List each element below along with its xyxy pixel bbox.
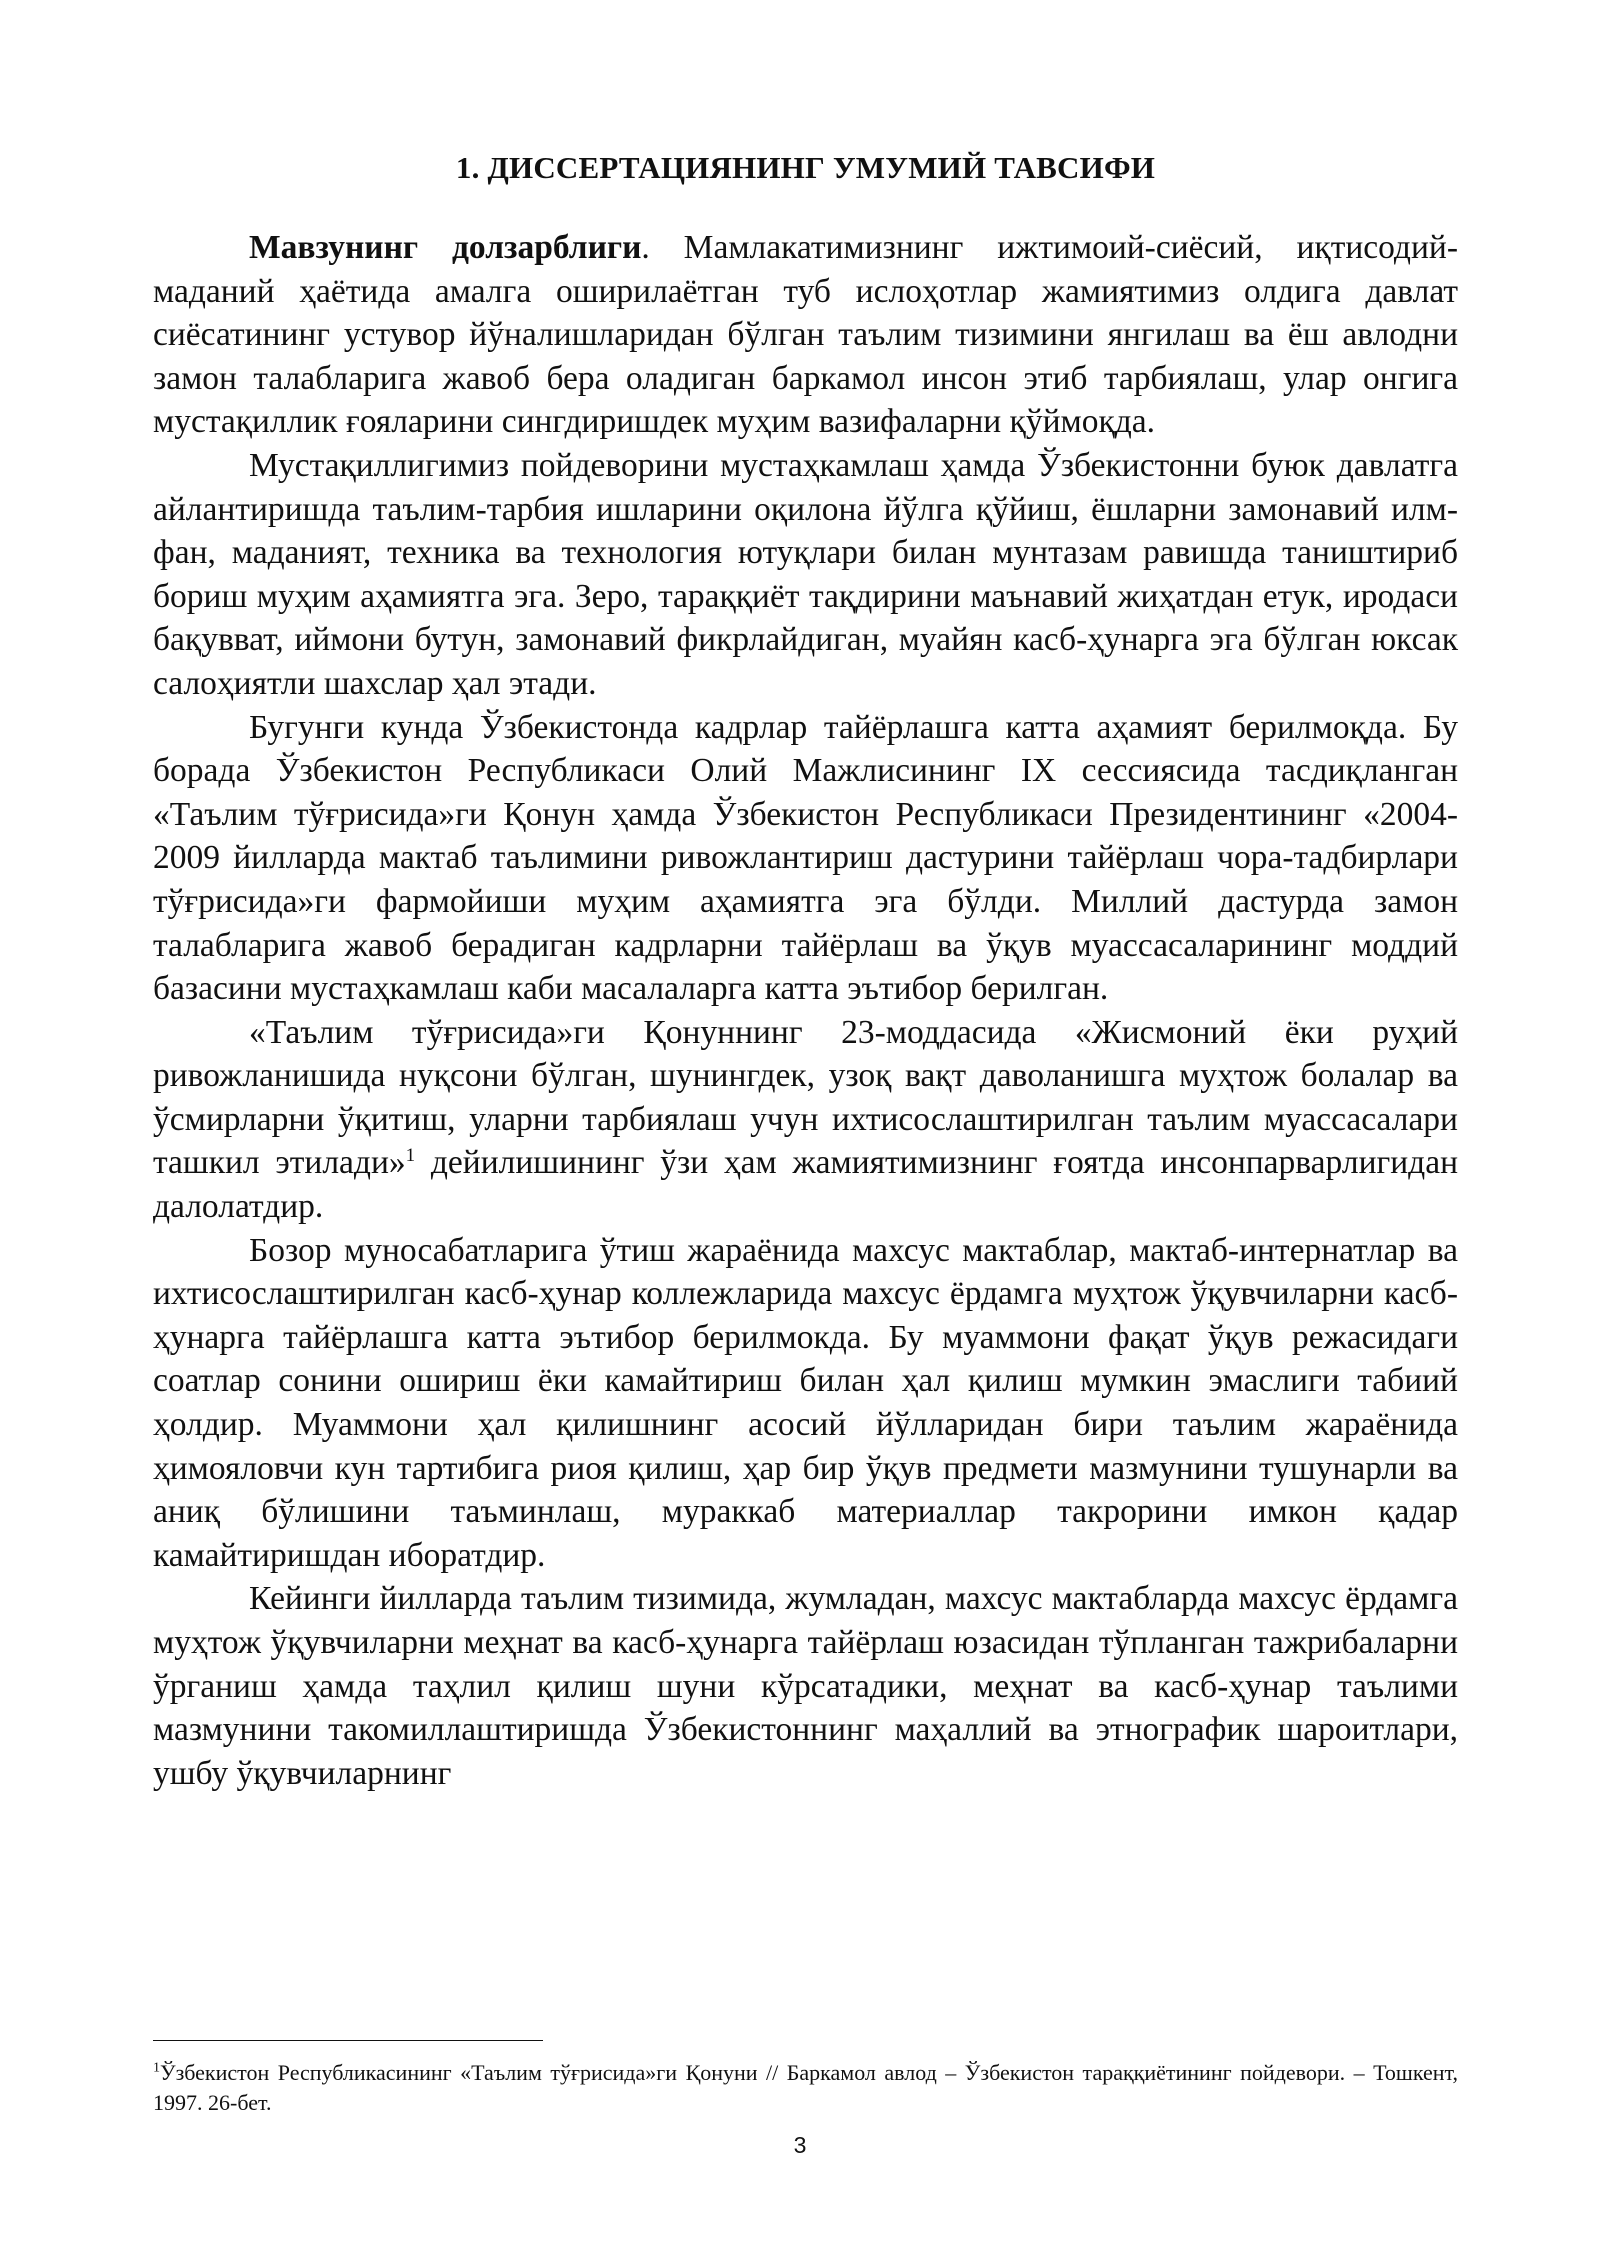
footnote-separator (153, 2040, 543, 2041)
paragraph: Кейинги йилларда таълим тизимида, жумладан, махсус мактабларда махсус ёрдамга муҳтож ўқувчиларни меҳнат ва касб-ҳунарга тайёрлаш юзасидан тўпланган тажрибаларни ўрганиш ҳамда таҳлил қилиш шуни кўрсатадики, меҳнат ва касб-ҳунар таълими мазмунини такомиллаштиришда Ўзбекистоннинг маҳаллий ва этнографик шароитлари, ушбу ўқувчиларнинг (153, 1580, 1458, 1792)
relevance-heading: Мавзунинг долзарблиги (249, 229, 642, 266)
footnote-marker: 1 (153, 2060, 160, 2076)
footnote (153, 2058, 1458, 2118)
paragraph-text: «Таълим тўғрисида»ги Қонуннинг 23-моддасида «Жисмоний ёки руҳий ривожланишида нуқсони бўлган, шунингдек, узоқ вақт даволанишга муҳтож болалар ва ўсмирларни ўқитиш, уларни тарбиялаш учун ихтисослаштирилган таълим муассасалари ташкил этилади» (153, 1013, 1458, 1182)
section-title: 1. ДИССЕРТАЦИЯНИНГ УМУМИЙ ТАВСИФИ (455, 150, 1156, 185)
paragraph-with-footnote (153, 1011, 1458, 1229)
paragraph-text: . Мамлакатимизнинг ижтимоий-сиёсий, иқтисодий-маданий ҳаётида амалга оширилаётган туб ислоҳотлар жамиятимиз олдига давлат сиёсатининг устувор йўналишларидан бўлган таълим тизимини янгилаш ва ёш авлодни замон талабларига жавоб бера оладиган баркамол инсон этиб тарбиялаш, улар онгига мустақиллик ғояларини сингдиришдек муҳим вазифаларни қўймоқда. (153, 229, 1458, 441)
document-page (153, 150, 1458, 1795)
footnote-text: Ўзбекистон Республикасининг «Таълим тўғрисида»ги Қонуни // Баркамол авлод – Ўзбекистон тараққиётининг пойдевори. – Тошкент, 1997. 26-бет. (153, 2060, 1458, 2115)
page-number: 3 (793, 2132, 807, 2158)
paragraph: Мустақиллигимиз пойдеворини мустаҳкамлаш ҳамда Ўзбекистонни буюк давлатга айлантиришда таълим-тарбия ишларини оқилона йўлга қўйиш, ёшларни замонавий илм-фан, маданият, техника ва технология ютуқлари билан мунтазам равишда таништириб бориш муҳим аҳамиятга эга. Зеро, тараққиёт тақдирини маънавий жиҳатдан етук, иродаси бақувват, иймони бутун, замонавий фикрлайдиган, муайян касб-ҳунарга эга бўлган юксак салоҳиятли шахслар ҳал этади. (153, 446, 1458, 702)
footnote-reference[interactable]: 1 (405, 1145, 416, 1167)
paragraph-text: дейилишининг ўзи ҳам жамиятимизнинг ғоятда инсонпарварлигидан далолатдир. (153, 1144, 1459, 1226)
paragraph: Бугунги кунда Ўзбекистонда кадрлар тайёрлашга катта аҳамият берилмоқда. Бу борада Ўзбекистон Республикаси Олий Мажлисининг IX сессиясида тасдиқланган «Таълим тўғрисида»ги Қонун ҳамда Ўзбекистон Республикаси Президентининг «2004-2009 йилларда мактаб таълимини ривожлантириш дастурини тайёрлаш чора-тадбирлари тўғрисида»ги фармойиши муҳим аҳамиятга эга бўлди. Миллий дастурда замон талабларига жавоб берадиган кадрларни тайёрлаш ва ўқув муассасаларининг моддий базасини мустаҳкамлаш каби масалаларга катта эътибор берилган. (153, 708, 1458, 1008)
paragraph: Бозор муносабатларига ўтиш жараёнида махсус мактаблар, мактаб-интернатлар ва ихтисослаштирилган касб-ҳунар коллежларида махсус ёрдамга муҳтож ўқувчиларни касб-ҳунарга тайёрлашга катта эътибор берилмокда. Бу муаммони фақат ўқув режасидаги соатлар сонини ошириш ёки камайтириш билан ҳал қилиш мумкин эмаслиги табиий ҳолдир. Муаммони ҳал қилишнинг асосий йўлларидан бири таълим жараёнида ҳимояловчи кун тартибига риоя қилиш, ҳар бир ўқув предмети мазмунини тушунарли ва аниқ бўлишини таъминлаш, мураккаб материаллар такрорини имкон қадар камайтиришдан иборатдир. (153, 1231, 1458, 1574)
paragraph-relevance (153, 226, 1458, 444)
